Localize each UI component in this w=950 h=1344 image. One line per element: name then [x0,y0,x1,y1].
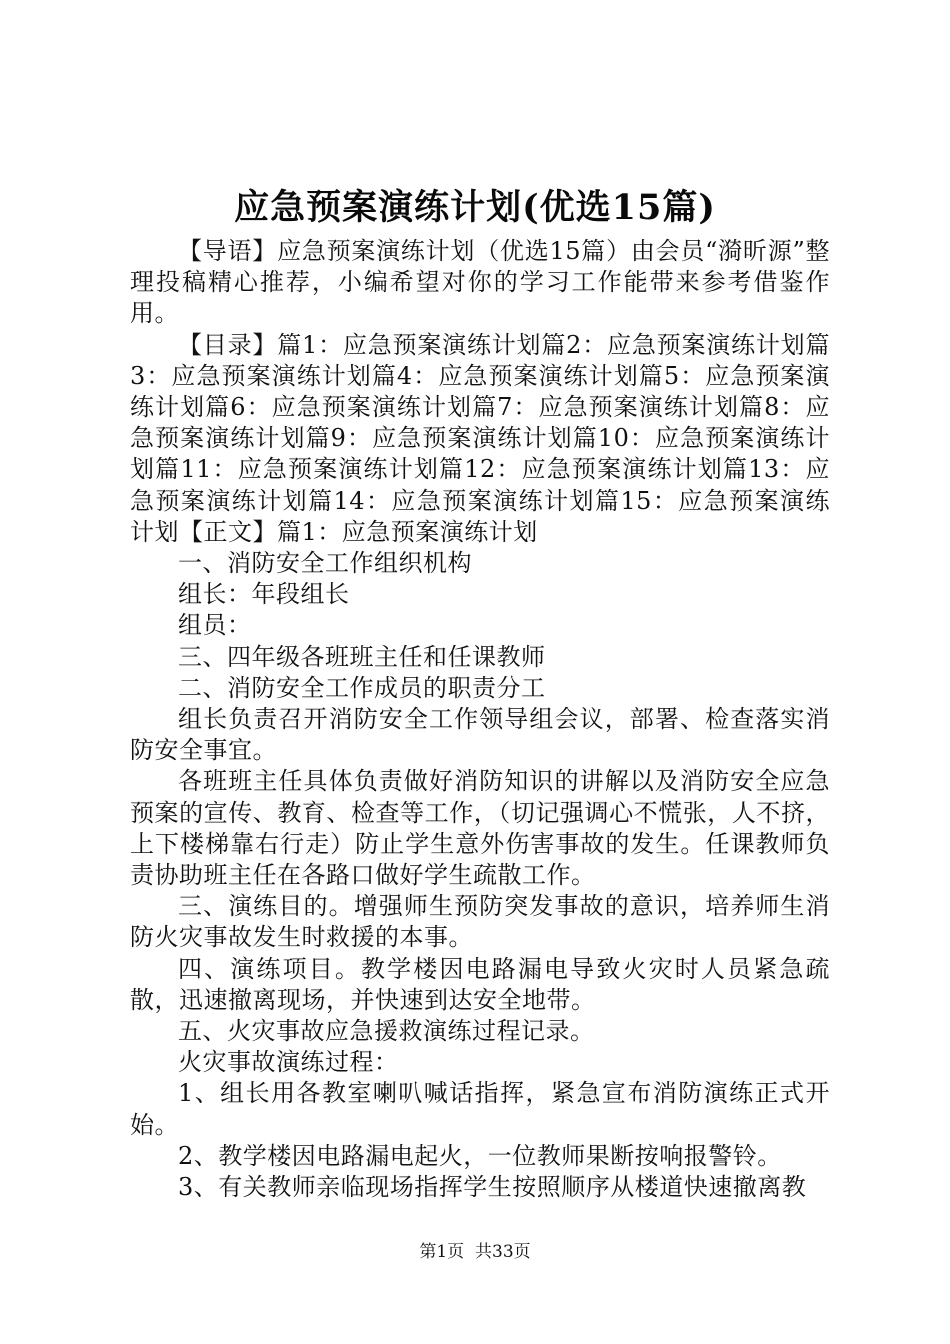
paragraph: 五、火灾事故应急援救演练过程记录。 [178,1017,595,1046]
paragraph: 四、演练项目。教学楼因电路漏电导致火灾时人员紧急疏散，迅速撤离现场，并快速到达安全地带。 [130,954,830,1014]
paragraph: 一、消防安全工作组织机构 [178,549,472,578]
footer-separator [464,1242,475,1262]
paragraph: 2、教学楼因电路漏电起火，一位教师果断按响报警铃。 [178,1141,782,1170]
paragraph: 火灾事故演练过程： [178,1048,399,1077]
paragraph: 二、消防安全工作成员的职责分工 [178,673,546,702]
paragraph: 三、四年级各班班主任和任课教师 [178,642,546,671]
page-footer [0,1241,950,1263]
paragraph-intro: 【导语】应急预案演练计划（优选15篇）由会员“漪昕源”整理投稿精心推荐，小编希望对你的学习工作能带来参考借鉴作用。 [130,237,830,328]
page-number: 第1页 [419,1242,465,1262]
paragraph-toc: 【目录】篇1：应急预案演练计划篇2：应急预案演练计划篇3：应急预案演练计划篇4：应急预案演练计划篇5：应急预案演练计划篇6：应急预案演练计划篇7：应急预案演练计划篇8：应急预案演练计划篇9：应急预案演练计划篇10：应急预案演练计划篇11：应急预案演练计划篇12：应急预案演练计划篇13：应急预案演练计划篇14：应急预案演练计划篇15：应急预案演练计划【正文】篇1：应急预案演练计划 [130,330,830,546]
paragraph: 组长负责召开消防安全工作领导组会议，部署、检查落实消防安全事宜。 [130,705,830,765]
document-body [130,236,830,1203]
page-total: 共33页 [475,1242,531,1262]
paragraph: 各班班主任具体负责做好消防知识的讲解以及消防安全应急预案的宣传、教育、检查等工作，（切记强调心不慌张，人不挤，上下楼梯靠右行走）防止学生意外伤害事故的发生。任课教师负责协助班主任在各路口做好学生疏散工作。 [130,767,830,890]
paragraph: 三、演练目的。增强师生预防突发事故的意识，培养师生消防火灾事故发生时救援的本事。 [130,892,830,952]
document-title: 应急预案演练计划(优选15篇) [234,187,716,228]
paragraph: 组长：年段组长 [178,580,350,609]
paragraph: 组员： [178,611,252,640]
paragraph: 3、有关教师亲临现场指挥学生按照顺序从楼道快速撤离教 [178,1173,807,1202]
paragraph: 1、组长用各教室喇叭喊话指挥，紧急宣布消防演练正式开始。 [130,1079,830,1139]
